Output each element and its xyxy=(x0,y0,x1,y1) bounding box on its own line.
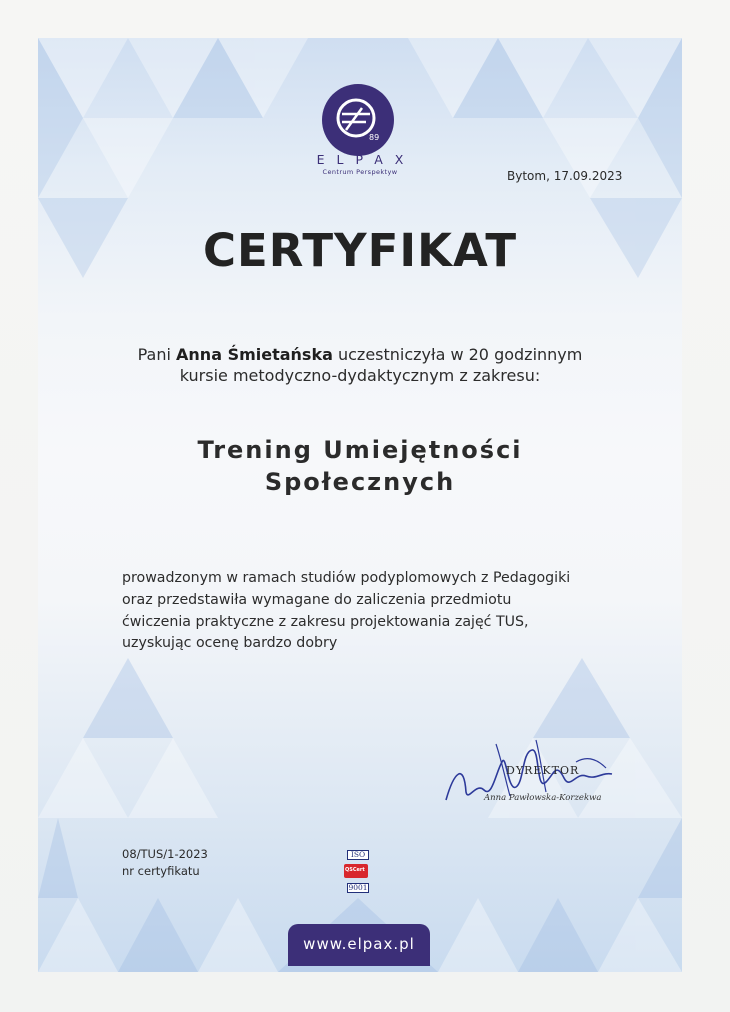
intro-suffix: uczestniczyła w 20 godzinnym xyxy=(332,345,583,364)
brand-tagline: Centrum Perspektyw xyxy=(322,168,398,176)
intro-line-2: kursie metodyczno-dydaktycznym z zakresu: xyxy=(179,366,541,385)
certificate-title: CERTYFIKAT xyxy=(202,224,518,277)
body-line-2: oraz przedstawiła wymagane do zaliczenia przedmiotu xyxy=(122,591,512,608)
website-url: www.elpax.pl xyxy=(303,935,415,953)
course-title xyxy=(38,434,682,498)
recipient-name: Anna Śmietańska xyxy=(176,345,333,364)
intro-prefix: Pani xyxy=(137,345,177,364)
brand-name: ELPAX xyxy=(316,152,416,167)
iso-badge-top: ISO xyxy=(347,850,369,860)
intro-line-1 xyxy=(38,344,682,365)
logo-mark-icon xyxy=(322,84,394,156)
body-line-3: ćwiczenia praktyczne z zakresu projektowania zajęć TUS, xyxy=(122,613,529,630)
certificate-number-block xyxy=(122,846,208,880)
website-tab xyxy=(288,924,430,966)
body-paragraph xyxy=(122,568,642,655)
elpax-logo xyxy=(322,84,394,156)
body-line-1: prowadzonym w ramach studiów podyplomowych z Pedagogiki xyxy=(122,570,571,586)
issue-date: Bytom, 17.09.2023 xyxy=(507,169,623,183)
director-title: DYREKTOR xyxy=(506,764,580,777)
iso-badge-bottom: 9001 xyxy=(348,883,368,892)
certificate-number-label: nr certyfikatu xyxy=(122,864,200,878)
course-title-line-2: Społecznych xyxy=(264,468,456,496)
director-name: Anna Pawłowska-Korzekwa xyxy=(484,793,602,803)
intro-paragraph xyxy=(38,344,682,386)
course-title-line-1: Trening Umiejętności xyxy=(197,436,523,464)
iso-9001-badge xyxy=(344,850,370,896)
body-line-4: uzyskując ocenę bardzo dobry xyxy=(122,635,338,652)
qscert-arrow-icon xyxy=(344,864,368,878)
logo-number: 89 xyxy=(369,133,380,142)
certificate xyxy=(38,38,682,972)
certificate-number: 08/TUS/1-2023 xyxy=(122,847,208,861)
iso-badge-middle: QSCert xyxy=(345,867,365,873)
